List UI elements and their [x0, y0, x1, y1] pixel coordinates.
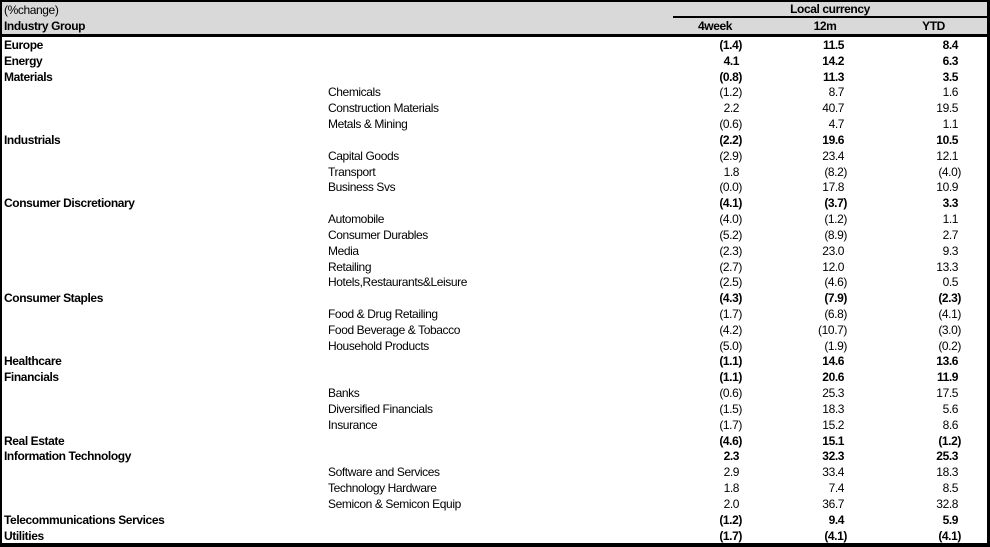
value-4week: (0.0): [719, 180, 742, 195]
value-12m: 32.3: [822, 449, 847, 464]
value-12m: (1.9): [824, 338, 847, 353]
sub-industry-label: Technology Hardware: [328, 481, 437, 496]
value-12m: 40.7: [822, 101, 847, 116]
sub-industry-label: Capital Goods: [328, 148, 399, 163]
value-4week: (0.6): [719, 117, 742, 132]
table-row: [2, 227, 987, 243]
table-row: [2, 69, 987, 85]
value-4week: (4.3): [719, 291, 742, 306]
table-row: [2, 100, 987, 116]
value-ytd: (4.0): [938, 164, 961, 179]
industry-label: Industrials: [4, 132, 61, 147]
table-row: [2, 496, 987, 512]
value-ytd: 8.5: [942, 481, 961, 496]
table-row: [2, 354, 987, 370]
sub-industry-label: Transport: [328, 164, 376, 179]
value-12m: 11.3: [822, 69, 847, 84]
value-12m: (3.7): [824, 196, 847, 211]
industry-label: Materials: [4, 69, 53, 84]
table-row: [2, 37, 987, 53]
table-row: [2, 243, 987, 259]
value-ytd: (4.1): [938, 306, 961, 321]
value-12m: 25.3: [822, 386, 847, 401]
table-row: [2, 385, 987, 401]
sub-industry-label: Insurance: [328, 417, 378, 432]
value-ytd: 19.5: [936, 101, 961, 116]
sub-industry-label: Media: [328, 243, 359, 258]
value-12m: 4.7: [828, 117, 847, 132]
value-4week: (1.5): [719, 401, 742, 416]
sub-industry-label: Software and Services: [328, 465, 440, 480]
value-12m: 23.4: [822, 148, 847, 163]
sub-industry-label: Hotels,Restaurants&Leisure: [328, 275, 468, 290]
table-row: [2, 290, 987, 306]
sub-industry-label: Banks: [328, 386, 360, 401]
value-4week: 2.2: [723, 101, 742, 116]
header-row-columns: [2, 18, 987, 34]
header-row-currency: [2, 2, 987, 18]
value-ytd: 17.5: [936, 386, 961, 401]
value-12m: 8.7: [828, 85, 847, 100]
value-4week: (5.2): [719, 227, 742, 242]
sub-industry-label: Automobile: [328, 212, 385, 227]
table-row: [2, 164, 987, 180]
table-row: [2, 464, 987, 480]
column-header-ytd: YTD: [922, 19, 945, 33]
table-row: [2, 179, 987, 195]
value-12m: 14.6: [822, 354, 847, 369]
value-ytd: 13.6: [936, 354, 961, 369]
value-ytd: 10.5: [936, 132, 961, 147]
value-12m: 23.0: [822, 243, 847, 258]
value-ytd: (3.0): [938, 322, 961, 337]
table-row: [2, 53, 987, 69]
value-ytd: 8.4: [942, 37, 961, 52]
industry-group-header: Industry Group: [4, 19, 86, 33]
industry-label: Utilities: [4, 528, 44, 543]
value-12m: 14.2: [822, 53, 847, 68]
value-ytd: (2.3): [938, 291, 961, 306]
value-4week: (1.4): [719, 37, 742, 52]
table-row: [2, 306, 987, 322]
value-4week: (2.2): [719, 132, 742, 147]
industry-label: Healthcare: [4, 354, 62, 369]
value-4week: (1.2): [719, 512, 742, 527]
value-ytd: 13.3: [936, 259, 961, 274]
sub-industry-label: Construction Materials: [328, 101, 439, 116]
value-12m: 12.0: [822, 259, 847, 274]
value-ytd: 1.1: [942, 117, 961, 132]
value-ytd: 18.3: [936, 465, 961, 480]
value-4week: (2.9): [719, 148, 742, 163]
value-4week: (4.6): [719, 433, 742, 448]
value-4week: (2.7): [719, 259, 742, 274]
value-4week: (1.7): [719, 306, 742, 321]
value-4week: (0.6): [719, 386, 742, 401]
value-12m: 19.6: [822, 132, 847, 147]
value-ytd: 3.5: [942, 69, 961, 84]
value-ytd: 9.3: [942, 243, 961, 258]
table-row: [2, 274, 987, 290]
value-ytd: 6.3: [942, 53, 961, 68]
local-currency-header: Local currency: [673, 2, 987, 18]
table-row: [2, 148, 987, 164]
value-4week: 1.8: [723, 481, 742, 496]
value-12m: 9.4: [828, 512, 847, 527]
value-ytd: 0.5: [942, 275, 961, 290]
table-body: [2, 37, 987, 544]
table-row: [2, 449, 987, 465]
percent-change-label: (%change): [4, 3, 59, 17]
value-ytd: (0.2): [938, 338, 961, 353]
value-ytd: 1.6: [942, 85, 961, 100]
sub-industry-label: Metals & Mining: [328, 117, 408, 132]
sub-industry-label: Food & Drug Retailing: [328, 306, 438, 321]
value-4week: (4.1): [719, 196, 742, 211]
value-12m: (4.1): [824, 528, 847, 543]
value-4week: 1.8: [723, 164, 742, 179]
column-header-12m: 12m: [813, 19, 837, 33]
industry-label: Telecommunications Services: [4, 512, 165, 527]
value-ytd: 11.9: [936, 370, 961, 385]
industry-label: Energy: [4, 53, 43, 68]
value-12m: 15.2: [822, 417, 847, 432]
column-header-4week: 4week: [697, 19, 733, 33]
value-4week: (1.1): [719, 354, 742, 369]
value-12m: (8.9): [824, 227, 847, 242]
table-row: [2, 259, 987, 275]
industry-label: Information Technology: [4, 449, 131, 464]
table-row: [2, 84, 987, 100]
table-row: [2, 417, 987, 433]
table-row: [2, 480, 987, 496]
value-12m: 20.6: [822, 370, 847, 385]
industry-label: Europe: [4, 37, 43, 52]
sub-industry-label: Semicon & Semicon Equip: [328, 496, 461, 511]
table-row: [2, 528, 987, 544]
value-4week: 4.1: [723, 53, 742, 68]
value-12m: (4.6): [824, 275, 847, 290]
value-4week: 2.0: [723, 496, 742, 511]
value-4week: (1.1): [719, 370, 742, 385]
value-ytd: (1.2): [938, 433, 961, 448]
value-12m: 36.7: [822, 496, 847, 511]
table-row: [2, 338, 987, 354]
value-12m: 15.1: [822, 433, 847, 448]
value-ytd: 10.9: [936, 180, 961, 195]
sub-industry-label: Diversified Financials: [328, 401, 433, 416]
industry-label: Consumer Staples: [4, 291, 103, 306]
table-row: [2, 433, 987, 449]
value-ytd: 5.6: [942, 401, 961, 416]
value-ytd: 5.9: [942, 512, 961, 527]
value-12m: (7.9): [824, 291, 847, 306]
industry-label: Real Estate: [4, 433, 65, 448]
value-12m: (8.2): [824, 164, 847, 179]
sub-industry-label: Household Products: [328, 338, 429, 353]
value-4week: (1.7): [719, 417, 742, 432]
table-row: [2, 195, 987, 211]
sub-industry-label: Retailing: [328, 259, 372, 274]
value-12m: 18.3: [822, 401, 847, 416]
value-ytd: 8.6: [942, 417, 961, 432]
table-row: [2, 211, 987, 227]
value-4week: (1.7): [719, 528, 742, 543]
value-12m: 7.4: [828, 481, 847, 496]
value-12m: (6.8): [824, 306, 847, 321]
value-4week: (5.0): [719, 338, 742, 353]
sub-industry-label: Business Svs: [328, 180, 396, 195]
value-12m: 33.4: [822, 465, 847, 480]
industry-label: Consumer Discretionary: [4, 196, 135, 211]
table-row: [2, 132, 987, 148]
value-ytd: 3.3: [942, 196, 961, 211]
value-4week: 2.9: [723, 465, 742, 480]
value-ytd: 2.7: [942, 227, 961, 242]
value-ytd: (4.1): [938, 528, 961, 543]
value-ytd: 25.3: [936, 449, 961, 464]
table-header: [2, 2, 987, 34]
value-4week: (2.5): [719, 275, 742, 290]
value-12m: 11.5: [822, 37, 847, 52]
industry-label: Financials: [4, 370, 59, 385]
value-4week: 2.3: [723, 449, 742, 464]
table-row: [2, 116, 987, 132]
value-ytd: 1.1: [942, 212, 961, 227]
sub-industry-label: Consumer Durables: [328, 227, 428, 242]
value-ytd: 32.8: [936, 496, 961, 511]
value-4week: (4.2): [719, 322, 742, 337]
table-row: [2, 512, 987, 528]
value-ytd: 12.1: [936, 148, 961, 163]
sub-industry-label: Chemicals: [328, 85, 381, 100]
value-12m: (10.7): [818, 322, 847, 337]
value-4week: (0.8): [719, 69, 742, 84]
value-4week: (4.0): [719, 212, 742, 227]
table-row: [2, 401, 987, 417]
value-12m: (1.2): [824, 212, 847, 227]
value-4week: (2.3): [719, 243, 742, 258]
value-12m: 17.8: [822, 180, 847, 195]
table-row: [2, 369, 987, 385]
table-row: [2, 322, 987, 338]
sub-industry-label: Food Beverage & Tobacco: [328, 322, 461, 337]
value-4week: (1.2): [719, 85, 742, 100]
